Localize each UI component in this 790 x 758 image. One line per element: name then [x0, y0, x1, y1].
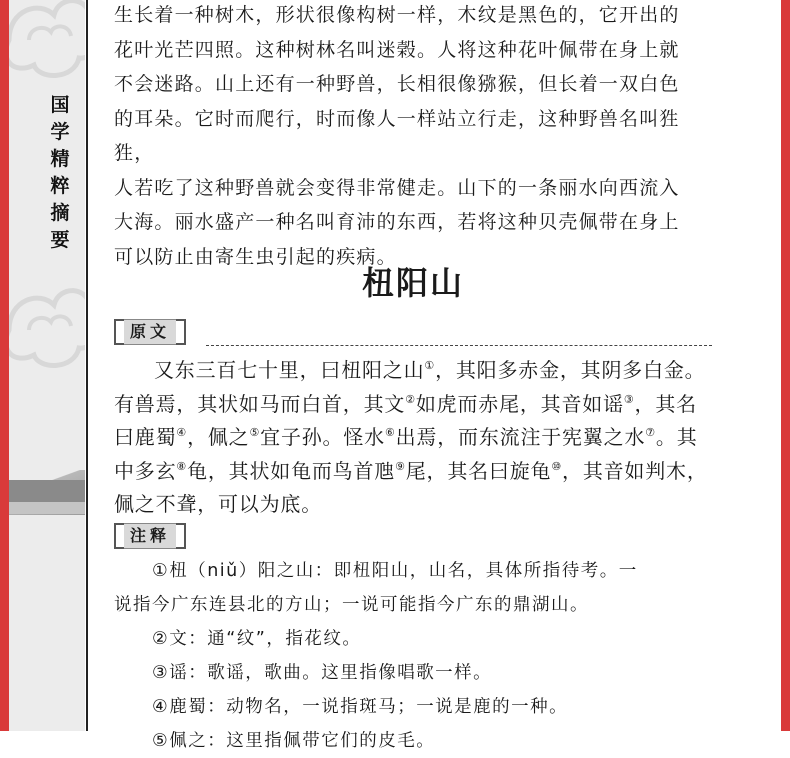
- sidebar-title-char: 学: [50, 121, 70, 143]
- notes-list: [114, 554, 712, 758]
- notes-tag: [114, 522, 186, 550]
- sidebar-title-char: 国: [50, 94, 70, 116]
- original-text-segment: 又东三百七十里，曰杻阳之山: [154, 358, 425, 382]
- sidebar-title-char: 摘: [50, 202, 70, 224]
- text-line: 生长着一种树木，形状很像构树一样，木纹是黑色的，它开出的: [114, 4, 680, 26]
- footnote-marker[interactable]: ③: [623, 392, 635, 406]
- footnote-marker[interactable]: ⑤: [249, 426, 261, 439]
- original-text-segment: 宜子孙。怪水: [260, 425, 385, 449]
- footnote-marker[interactable]: ⑨: [395, 459, 406, 473]
- sidebar-title-char: 粹: [50, 175, 70, 197]
- sidebar-title-char: 精: [50, 148, 70, 170]
- translation-paragraph: [114, 0, 712, 274]
- text-line: 大海。丽水盛产一种名叫育沛的东西，若将这种贝壳佩带在身上: [114, 211, 680, 233]
- sidebar: [9, 0, 85, 731]
- text-line: 人若吃了这种野兽就会变得非常健走。山下的一条丽水向西流入: [114, 176, 680, 199]
- original-text-segment: 龟，其状如龟而鸟首虺: [187, 458, 396, 483]
- sidebar-title-char: 要: [50, 229, 70, 251]
- text-line: 不会迷路。山上还有一种野兽，长相很像猕猴，但长着一双白色: [114, 73, 680, 95]
- left-red-border: [0, 0, 9, 731]
- footnote-marker[interactable]: ⑧: [176, 459, 188, 473]
- footnote-marker[interactable]: ②: [405, 392, 416, 406]
- original-text-segment: 。其中多玄: [114, 425, 698, 483]
- section-title: 杻阳山: [361, 264, 464, 302]
- text-line: 可以防止由寄生虫引起的疾病。: [114, 245, 397, 268]
- note-line: ②文：通“纹”，指花纹。: [152, 629, 362, 649]
- sidebar-light-band: [9, 502, 85, 514]
- footnote-marker[interactable]: ⑥: [384, 426, 396, 439]
- original-text-segment: ，其名曰鹿蜀: [114, 391, 697, 449]
- notes-label: 注释: [124, 523, 176, 549]
- note-line: ①杻（niǔ）阳之山：即杻阳山，山名，具体所指待考。一: [152, 561, 638, 581]
- original-text-tag: [114, 318, 186, 346]
- original-text-segment: 如虎而赤尾，其音如谣: [415, 391, 624, 416]
- footnote-marker[interactable]: ⑦: [645, 426, 656, 439]
- original-text-segment: 出焉，而东流注于宪翼之水: [395, 425, 646, 449]
- right-red-border: [781, 0, 790, 731]
- dashed-rule: [206, 345, 712, 346]
- text-line: 花叶光芒四照。这种树林名叫迷榖。人将这种花叶佩带在身上就: [114, 38, 680, 61]
- original-text-segment: ，其音如判木，佩之不聋，可以为底。: [114, 458, 708, 516]
- footnote-marker[interactable]: ①: [424, 359, 436, 372]
- footnote-marker[interactable]: ⑩: [551, 459, 563, 473]
- sidebar-vertical-title: [45, 92, 75, 254]
- original-text-paragraph: [114, 354, 712, 522]
- note-line: ⑤佩之：这里指佩带它们的皮毛。: [152, 731, 436, 751]
- original-text-segment: ，其阳多赤金，其阴多白金。有兽焉，其状如马而白首，其文: [114, 358, 706, 416]
- note-line: ④鹿蜀：动物名，一说指斑马；一说是鹿的一种。: [152, 697, 569, 717]
- sidebar-dark-band: [9, 480, 85, 502]
- text-line: 的耳朵。它时而爬行，时而像人一样站立行走，这种野兽名叫狌狌，: [114, 107, 680, 164]
- cloud-ornament-icon: [9, 270, 85, 380]
- original-text-label: 原文: [124, 319, 176, 345]
- sidebar-divider: [86, 0, 88, 731]
- original-text-segment: 尾，其名曰旋龟: [405, 458, 552, 483]
- note-line: ③谣：歌谣，歌曲。这里指像唱歌一样。: [152, 663, 493, 683]
- footnote-marker[interactable]: ④: [176, 426, 188, 439]
- original-text-segment: ，佩之: [187, 425, 250, 449]
- cloud-ornament-icon: [9, 0, 85, 90]
- note-line: 说指今广东连县北的方山；一说可能指今广东的鼎湖山。: [114, 595, 589, 615]
